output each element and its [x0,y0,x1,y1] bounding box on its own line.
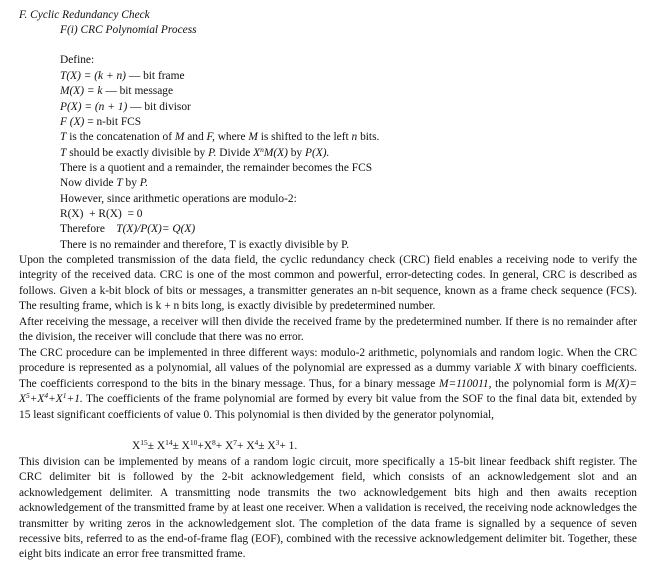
symbol-t: T [60,147,67,159]
define-symbol: F (X) [60,116,85,128]
message-value: M=110011, [438,377,492,390]
exponent: 8 [212,438,216,447]
symbol-p: P. [208,147,217,159]
define-title: Define: [60,54,95,66]
paragraph-receiver: After receiving the message, a receiver will then divide the received frame by the predetermined number. If there is no remainder after the division, the receiver will conclude that there was no error. [19,316,637,344]
text-run: Divide [216,147,254,159]
define-now-divide-line [60,176,148,191]
symbol-px: P(X). [304,147,330,159]
paragraph-crc-intro: Upon the completed transmission of the data field, the cyclic redundancy check (CRC) field enables a receiving node to verify the integrity of the received data. CRC is one of the most common and powerful, error-detecting codes. In general, CRC is described as follows. Given a k-bit block of bits or messages, a transmitter generates an n-bit sequence, known as a frame check sequence (FCS). The resulting frame, which is k + n bits long, is exactly divisible by predetermined number. [19,254,637,313]
exponent: 4 [254,438,259,447]
exponent: 5 [25,391,30,401]
exponent: 15 [140,438,148,447]
define-modulo-line: However, since arithmetic operations are modulo-2: [60,193,297,205]
symbol-t: T [60,131,67,143]
text-run: with binary coefficients. The coefficients correspond to the bits in the binary message. Thus, for a binary message [19,362,637,390]
define-line-frame [60,69,185,84]
define-concat-line [60,130,379,145]
equation-remainder: R(X) + R(X) = 0 [60,208,143,220]
text-run: by [122,177,140,189]
poly-term: +X [48,393,63,406]
poly-term: X [132,440,141,452]
exponent: n [260,145,264,154]
poly-term: +X [197,440,213,452]
subsection-heading: F(i) CRC Polynomial Process [60,24,197,36]
poly-term: + X [237,440,255,452]
poly-term: ± X [147,440,166,452]
define-text: — bit frame [125,70,185,82]
define-divisible-line [60,146,329,161]
symbol-mx: M(X) [263,147,288,159]
poly-term: ± X [258,440,276,452]
define-text: — bit message [102,85,174,97]
poly-term: + X [215,440,234,452]
text-run: bits. [357,131,380,143]
text-run: Therefore [60,223,117,235]
define-line-message [60,84,173,99]
text-run: should be exactly divisible by [66,147,209,159]
paragraph-shift-register: This division can be implemented by means of a random logic circuit, more specifically a 15-bit linear feedback shift register. The CRC delimiter bit is followed by the 2-bit acknowledgement field, which consists of an acknowledgement slot and an acknowledgement delimiter. A transmitting node transmits the two acknowledgement bits high and then awaits reception acknowledgement of the transmitted frame by at least one receiver. When a validation is received, the receiving node acknowledges the transmitter by writing zeros in the acknowledgement slot. The completion of the data frame is signalled by a sequence of seven recessive bits, referred to as the end-of-frame flag (EOF), combined with the recessive acknowledgement delimiter bit. Together, these eight bits indicate an error free transmitted frame. [19,456,637,561]
text-run: is the concatenation of [66,131,175,143]
define-line-divisor [60,100,191,115]
text-run: the polynomial form is [491,377,606,390]
text-run: by [287,147,305,159]
exponent: 7 [233,438,238,447]
poly-term: + 1. [279,440,298,452]
define-symbol: M(X) = k [60,85,103,97]
equation-quotient: T(X)/P(X)= Q(X) [116,223,196,235]
exponent: 14 [165,438,173,447]
poly-term: M(X)= X [19,377,638,406]
define-therefore-line [60,222,195,237]
section-heading: F. Cyclic Redundancy Check [19,9,150,21]
poly-term: ± X [172,440,190,452]
define-quotient-line: There is a quotient and a remainder, the remainder becomes the FCS [60,162,373,174]
variable-x: X [514,362,522,375]
paragraph-procedure [19,346,637,423]
symbol-f: F, [206,131,215,143]
define-symbol: P(X) = (n + 1) [60,101,128,113]
text-run: where [214,131,249,143]
symbol-p: P. [139,177,149,189]
text-run: The coefficients of the frame polynomial are formed by every bit value from the SOF to the final data bit, extended by 15 least significant coefficients of value 0. This polynomial is then divided by the generator polynomial, [19,393,637,421]
symbol-x: X [253,147,261,159]
generator-polynomial [132,439,297,454]
symbol-n: n [351,131,358,143]
define-line-fcs [60,115,141,130]
text-run: is shifted to the left [257,131,352,143]
symbol-m: M [248,131,258,143]
poly-term: +1. [66,393,83,406]
exponent: 3 [275,438,280,447]
exponent: 4 [44,391,49,401]
exponent: 1 [62,391,67,401]
symbol-m: M [174,131,185,143]
define-symbol: T(X) = (k + n) [60,70,126,82]
text-run: Now divide [60,177,117,189]
define-no-remainder-line: There is no remainder and therefore, T is exactly divisible by P. [60,239,350,251]
define-text: = n-bit FCS [84,116,142,128]
text-run: The CRC procedure can be implemented in three different ways: modulo-2 arithmetic, polynomials and random logic. When the CRC procedure is represented as a polynomial, all values of the polynomial are expressed as a dummy variable [19,347,637,375]
symbol-t: T [116,177,123,189]
define-text: — bit divisor [127,101,191,113]
poly-term: +X [29,393,45,406]
text-run: and [184,131,207,143]
exponent: 10 [189,438,198,447]
